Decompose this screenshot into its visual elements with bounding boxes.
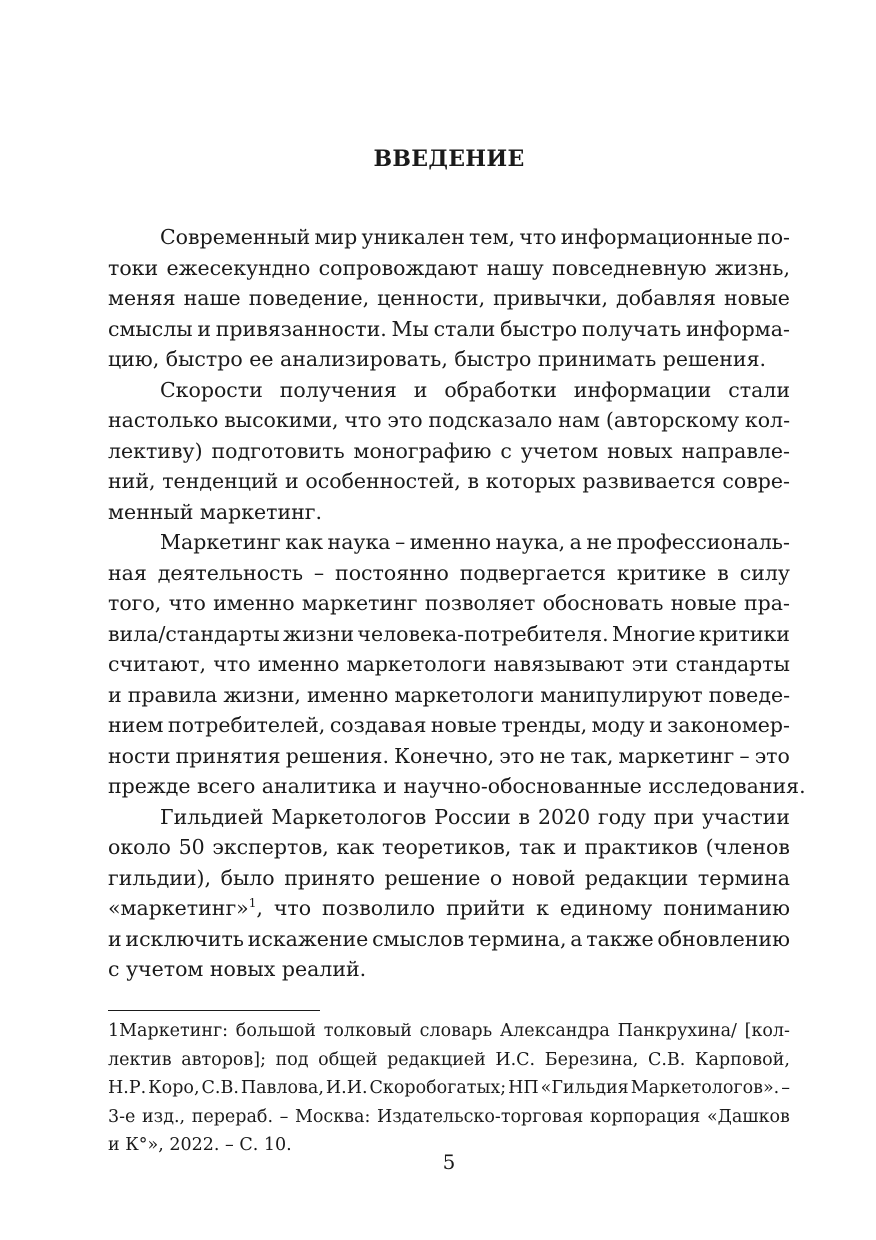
word: корпорация — [589, 1106, 701, 1127]
text-line — [108, 283, 790, 314]
word: «маркетинг»$^1$, — [108, 896, 263, 920]
word: и — [649, 713, 663, 737]
word: редакции — [584, 865, 689, 890]
word: что — [344, 408, 382, 432]
word: редакцией — [387, 1049, 486, 1070]
word: подвергается — [459, 560, 606, 585]
word: учетом — [520, 438, 599, 463]
word: Маркетологов». — [630, 1078, 780, 1098]
word: С.В. — [647, 1049, 686, 1070]
word: это — [499, 743, 535, 768]
word: в — [717, 560, 729, 585]
word: тренды, — [501, 713, 588, 737]
word: кол- — [744, 408, 790, 432]
word: новые — [670, 591, 737, 615]
footnote-reference[interactable]: 1 — [248, 896, 257, 911]
word: которых — [485, 469, 576, 493]
word: термина, — [467, 926, 567, 951]
word: маркетинг — [618, 743, 735, 768]
word: критики — [698, 621, 790, 646]
word: пониманию — [663, 896, 790, 920]
word: и — [108, 682, 122, 707]
text-line — [108, 832, 790, 863]
word: токи — [108, 255, 159, 280]
main-text — [108, 222, 806, 985]
page-number: 5 — [442, 1150, 456, 1174]
word: обработки — [444, 377, 557, 402]
word: пра- — [743, 591, 790, 615]
word: уникален — [361, 225, 465, 249]
text-line — [108, 344, 790, 375]
word: профессиональ- — [616, 530, 790, 554]
word: закономер- — [667, 713, 790, 737]
text-line-content: прежде всего аналитика и научно-обоснованные исследования. — [108, 774, 806, 798]
word: И.И. — [325, 1078, 368, 1098]
word: лектив — [108, 1049, 172, 1070]
word: Карповой, — [694, 1049, 790, 1070]
word: нием — [108, 713, 164, 737]
word: – — [781, 1078, 790, 1098]
word: И.С. — [495, 1049, 536, 1070]
word: привязанности. — [215, 316, 387, 341]
text-line-content: менный маркетинг. — [108, 499, 323, 524]
word: ности — [108, 743, 171, 768]
word: по- — [757, 225, 790, 249]
word: – — [395, 530, 406, 554]
word: создавая — [329, 713, 427, 737]
word: так — [519, 835, 556, 859]
word: новых — [607, 438, 673, 463]
word: прийти — [446, 896, 526, 920]
word: Панкрухина/ — [617, 1021, 737, 1041]
word: – — [279, 1106, 289, 1127]
word: С.В. — [201, 1078, 239, 1098]
text-line — [108, 497, 790, 528]
footnote-line — [108, 1074, 790, 1103]
word: высокими, — [224, 408, 339, 432]
word: «Дашков — [706, 1106, 790, 1127]
text-line — [108, 710, 790, 741]
word: тенденций — [162, 469, 279, 493]
text-line — [108, 222, 790, 253]
word: как — [285, 530, 324, 554]
word: под — [275, 1049, 309, 1070]
word: человека-потребителя. — [357, 621, 609, 646]
word: того, — [108, 591, 162, 615]
word: к — [536, 896, 549, 920]
word: совре- — [722, 469, 790, 493]
word: моду — [591, 713, 645, 737]
word: именно — [306, 682, 389, 707]
word: быстро — [500, 316, 578, 341]
word: Скоробогатых; — [369, 1078, 507, 1098]
word: монографию — [353, 438, 492, 463]
word: и — [413, 377, 428, 402]
word: Москва: — [294, 1106, 371, 1127]
word: и — [563, 835, 577, 859]
word: с — [500, 438, 512, 463]
word: смыслов — [372, 926, 465, 951]
word: и — [108, 926, 122, 951]
text-line — [108, 741, 790, 772]
word: стали — [433, 316, 496, 341]
word: решения. — [285, 743, 389, 768]
word: и — [285, 469, 299, 493]
word: критике — [616, 560, 707, 585]
text-line — [108, 954, 790, 985]
word: общей — [318, 1049, 378, 1070]
word: что — [273, 896, 312, 920]
word: а — [570, 926, 583, 951]
word: (членов — [705, 835, 790, 859]
word: экспертов, — [212, 835, 329, 859]
word: Конечно, — [394, 743, 495, 768]
word: новой — [511, 865, 576, 890]
word: ежесекундно — [166, 255, 311, 280]
word: наше — [183, 286, 241, 310]
word: принято — [284, 865, 375, 890]
word: особенностей, — [305, 469, 461, 493]
word: сопровождают — [318, 255, 479, 280]
word: 3-е — [108, 1106, 136, 1127]
word: манипулируют — [540, 682, 703, 707]
word: Павлова, — [240, 1078, 324, 1098]
word: Маркетологов — [271, 804, 427, 829]
word: искажение — [247, 926, 369, 951]
text-line — [108, 924, 790, 955]
word: Березина, — [544, 1049, 639, 1070]
word: информации — [573, 377, 712, 402]
text-line — [108, 466, 790, 497]
word: наука — [327, 530, 391, 554]
text-line — [108, 893, 790, 924]
word: наука, — [495, 530, 566, 554]
word: именно — [257, 652, 340, 676]
word: добавляя — [615, 286, 716, 310]
word: новые — [430, 713, 497, 737]
footnote-line — [108, 1017, 790, 1046]
text-line — [108, 558, 790, 589]
word: Гильдией — [160, 804, 264, 829]
word: также — [586, 926, 654, 951]
word: решение — [384, 865, 481, 890]
word: информа- — [685, 316, 790, 341]
word: смыслы — [108, 316, 193, 341]
word: маркетинг — [301, 591, 418, 615]
word: году — [598, 804, 646, 829]
word: большой — [235, 1021, 316, 1041]
word: Маркетинг — [160, 530, 281, 554]
paragraph-3 — [108, 527, 806, 802]
word: навязывают — [493, 652, 625, 676]
word: изд., — [142, 1106, 186, 1127]
word: жизни, — [223, 682, 301, 707]
word: стали — [728, 377, 790, 402]
word: принятия — [175, 743, 281, 768]
word: настолько — [108, 408, 219, 432]
text-line — [108, 253, 790, 284]
word: это — [387, 408, 423, 432]
word: в — [467, 469, 480, 493]
word: словарь — [419, 1021, 493, 1041]
word: практиков — [584, 835, 698, 859]
word: подготовить — [211, 438, 345, 463]
word: правила — [127, 682, 218, 707]
word: исключить — [125, 926, 244, 951]
word: жизни — [283, 621, 355, 646]
text-line — [108, 375, 790, 406]
word: новые — [723, 286, 790, 310]
footnote-divider — [108, 1010, 320, 1011]
word: «Гильдия — [540, 1078, 629, 1098]
paragraph-2 — [108, 375, 790, 528]
word: поведение, — [248, 286, 370, 310]
section-title: ВВЕДЕНИЕ — [373, 146, 525, 172]
word: 50 — [178, 835, 205, 859]
text-line — [108, 802, 790, 833]
word: – — [739, 743, 750, 768]
word: не — [539, 743, 566, 768]
footnote-line — [108, 1103, 790, 1132]
text-line — [108, 649, 790, 680]
text-line — [108, 863, 790, 894]
word: нам — [558, 408, 601, 432]
word: это — [754, 743, 790, 768]
footnote-text: и К°», 2022. – С. 10. — [108, 1135, 292, 1155]
word: России — [434, 804, 511, 829]
word: постоянно — [335, 560, 449, 585]
word: гильдии), — [108, 865, 212, 890]
footnote-line — [108, 1046, 790, 1075]
word: теоретиков, — [382, 835, 512, 859]
word: маркетологи — [346, 652, 487, 676]
word: привычки, — [493, 286, 608, 310]
word: Многие — [612, 621, 696, 646]
word: позволяет — [424, 591, 536, 615]
word: (авторскому — [605, 408, 740, 432]
word: в — [518, 804, 531, 829]
word: что — [213, 652, 251, 676]
document-page — [108, 0, 806, 1240]
text-line — [108, 527, 790, 558]
word: ная — [108, 560, 147, 585]
word: около — [108, 835, 171, 859]
word: эти — [631, 652, 669, 676]
word: Коро, — [148, 1078, 200, 1098]
footnote — [108, 1017, 790, 1160]
word: считают, — [108, 652, 206, 676]
word: единому — [559, 896, 653, 920]
word: ценности, — [377, 286, 486, 310]
word: авторов]; — [181, 1049, 267, 1070]
word: ний, — [108, 469, 156, 493]
word: так, — [570, 743, 614, 768]
word: 1Маркетинг: — [108, 1021, 229, 1041]
text-line — [108, 436, 790, 467]
word: получения — [279, 377, 397, 402]
word: тем, — [469, 225, 515, 249]
word: Издательско-торговая — [376, 1106, 584, 1127]
word: при — [653, 804, 695, 829]
text-line — [108, 619, 790, 650]
word: поведе- — [708, 682, 790, 707]
word: именно — [213, 591, 295, 615]
word: получать — [581, 316, 682, 341]
word: Мы — [391, 316, 429, 341]
text-line — [108, 771, 806, 802]
word: что — [168, 591, 206, 615]
word: Скорости — [160, 377, 263, 402]
word: повседневную — [551, 255, 707, 280]
paragraph-1 — [108, 222, 790, 375]
word: стандарты — [675, 652, 790, 676]
word: обосновать — [542, 591, 664, 615]
word: нашу — [486, 255, 544, 280]
word: лективу) — [108, 438, 203, 463]
word: развивается — [582, 469, 716, 493]
word: меняя — [108, 286, 176, 310]
word: [кол- — [744, 1021, 790, 1041]
word: мир — [314, 225, 358, 249]
text-line — [108, 314, 790, 345]
word: вила/стандарты — [108, 621, 280, 646]
word: направле- — [681, 438, 790, 463]
word: позволило — [322, 896, 436, 920]
word: а — [569, 530, 582, 554]
word: термина — [697, 865, 790, 890]
word: деятельность — [157, 560, 304, 585]
word: что — [519, 225, 557, 249]
word: информационные — [560, 225, 753, 249]
word: как — [336, 835, 375, 859]
text-line — [108, 588, 790, 619]
word: Современный — [160, 225, 311, 249]
word: Н.Р. — [108, 1078, 147, 1098]
text-line — [108, 405, 790, 436]
word: именно — [409, 530, 492, 554]
word: подсказало — [428, 408, 553, 432]
word: маркетологи — [394, 682, 535, 707]
text-line-content: с учетом новых реалий. — [108, 957, 367, 981]
text-line — [108, 680, 790, 711]
word: было — [220, 865, 275, 890]
word: о — [489, 865, 503, 890]
word: 2020 — [537, 804, 591, 829]
word: участии — [701, 804, 790, 829]
word: НП — [508, 1078, 539, 1098]
word: – — [313, 560, 325, 585]
word: Александра — [499, 1021, 610, 1041]
text-line-content: цию, быстро ее анализировать, быстро принимать решения. — [108, 347, 767, 371]
word: потребителей, — [167, 713, 326, 737]
word: не — [586, 530, 613, 554]
word: перераб. — [191, 1106, 274, 1127]
word: толковый — [323, 1021, 412, 1041]
word: жизнь, — [714, 255, 790, 280]
word: обновлению — [657, 926, 790, 951]
paragraph-4 — [108, 802, 790, 985]
word: силу — [739, 560, 790, 585]
word: и — [197, 316, 211, 341]
